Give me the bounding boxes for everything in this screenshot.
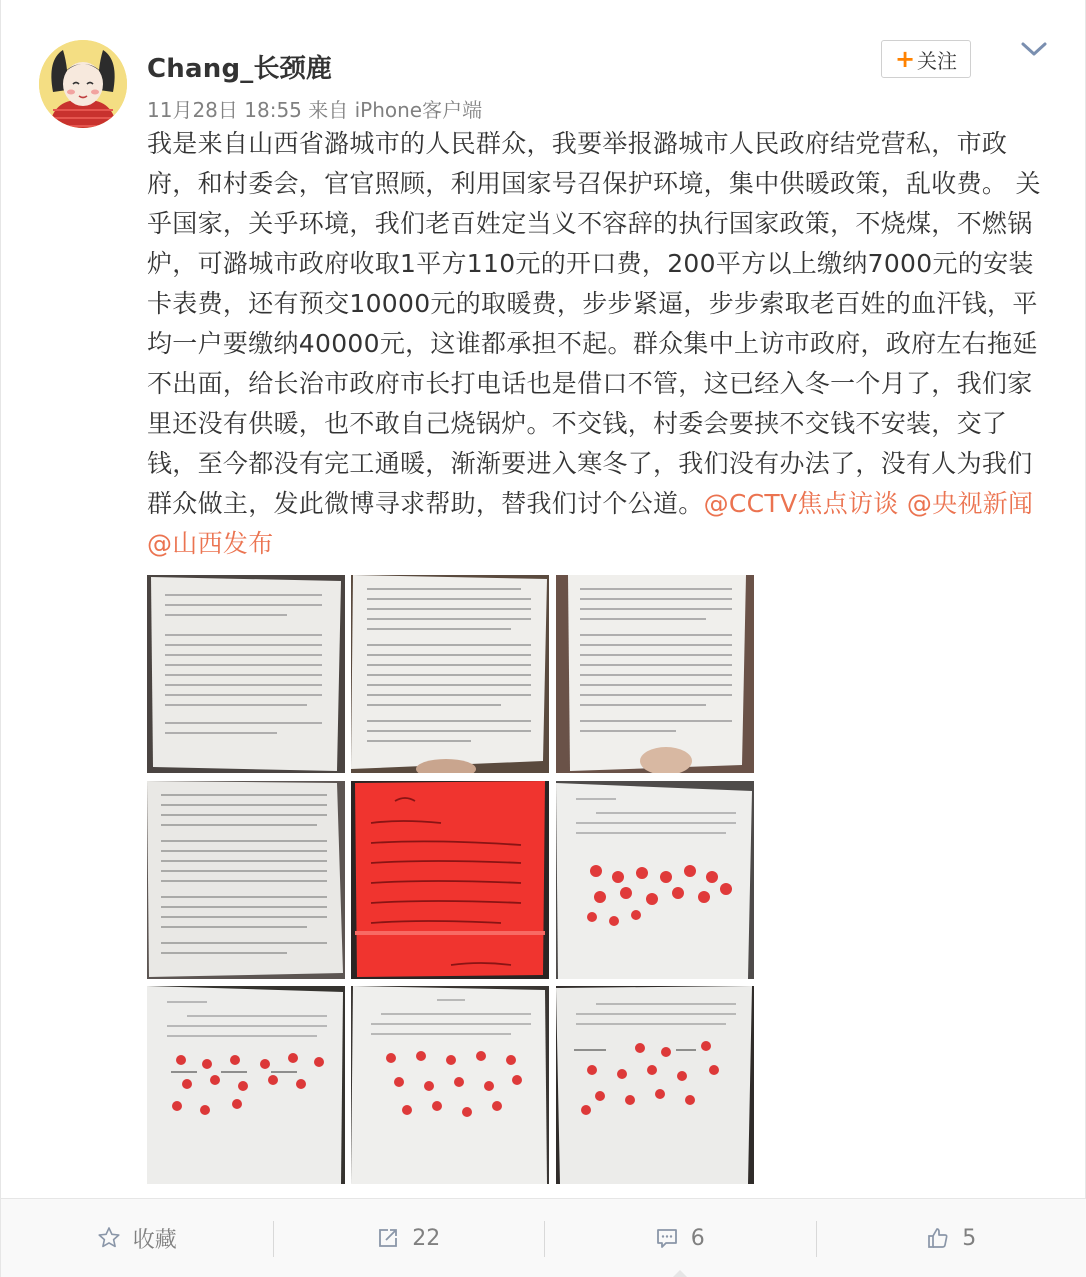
follow-button[interactable] xyxy=(881,40,971,78)
thumbs-up-icon xyxy=(926,1226,950,1250)
photo-thumbnail[interactable] xyxy=(351,575,549,773)
comment-count: 6 xyxy=(690,1225,705,1251)
action-bar xyxy=(1,1198,1086,1277)
plus-icon: + xyxy=(894,45,916,73)
chevron-down-icon[interactable] xyxy=(1019,38,1049,60)
repost-button[interactable] xyxy=(273,1199,545,1277)
share-icon xyxy=(376,1226,400,1250)
post-body: 我是来自山西省潞城市的人民群众，我要举报潞城市人民政府结党营私，市政府，和村委会，官官照顾，利用国家号召保护环境，集中供暖政策，乱收费。 关乎国家，关乎环境，我们老百姓定当义不容辞的执行国家政策，不烧煤，不燃锅炉，可潞城市政府收取1平方110元的开口费，200平方以上缴纳7000元的安装卡表费，还有预交10000元的取暖费，步步紧逼，步步索取老百姓的血汗钱，平均一户要缴纳40000元，这谁都承担不起。群众集中上访市政府，政府左右拖延不出面，给长治市政府市长打电话也是借口不管，这已经入冬一个月了，我们家里还没有供暖，也不敢自己烧锅炉。不交钱，村委会要挟不交钱不安装，交了钱，至今都没有完工通暖，渐渐要进入寒冬了，我们没有办法了，没有人为我们群众做主，发此微博寻求帮助，替我们讨个公道。 xyxy=(147,129,1041,518)
photo-thumbnail[interactable] xyxy=(351,781,549,979)
follow-label: 关注 xyxy=(917,48,958,73)
photo-thumbnail[interactable] xyxy=(556,781,754,979)
favorite-button[interactable] xyxy=(1,1199,273,1277)
star-icon xyxy=(97,1226,121,1250)
photo-thumbnail[interactable] xyxy=(556,575,754,773)
mention-shanxi[interactable]: @山西发布 xyxy=(147,529,274,558)
avatar[interactable] xyxy=(39,40,127,128)
photo-thumbnail[interactable] xyxy=(351,986,549,1184)
photo-thumbnail[interactable] xyxy=(147,781,345,979)
photo-thumbnail[interactable] xyxy=(147,986,345,1184)
post-text xyxy=(147,124,1047,564)
photo-grid xyxy=(147,575,757,1185)
comment-icon xyxy=(655,1226,679,1250)
mention-cctv[interactable]: @CCTV焦点访谈 xyxy=(703,489,899,518)
mention-cctv-news[interactable]: @央视新闻 xyxy=(906,489,1034,518)
photo-thumbnail[interactable] xyxy=(556,986,754,1184)
photo-thumbnail[interactable] xyxy=(147,575,345,773)
like-count: 5 xyxy=(962,1225,977,1251)
username[interactable]: Chang_长颈鹿 xyxy=(147,54,333,84)
comment-button[interactable] xyxy=(544,1199,816,1277)
avatar-illustration xyxy=(39,40,127,128)
post-meta: 11月28日 18:55 来自 iPhone客户端 xyxy=(147,98,483,122)
favorite-label: 收藏 xyxy=(132,1227,177,1253)
like-button[interactable] xyxy=(816,1199,1086,1277)
repost-count: 22 xyxy=(412,1225,441,1251)
